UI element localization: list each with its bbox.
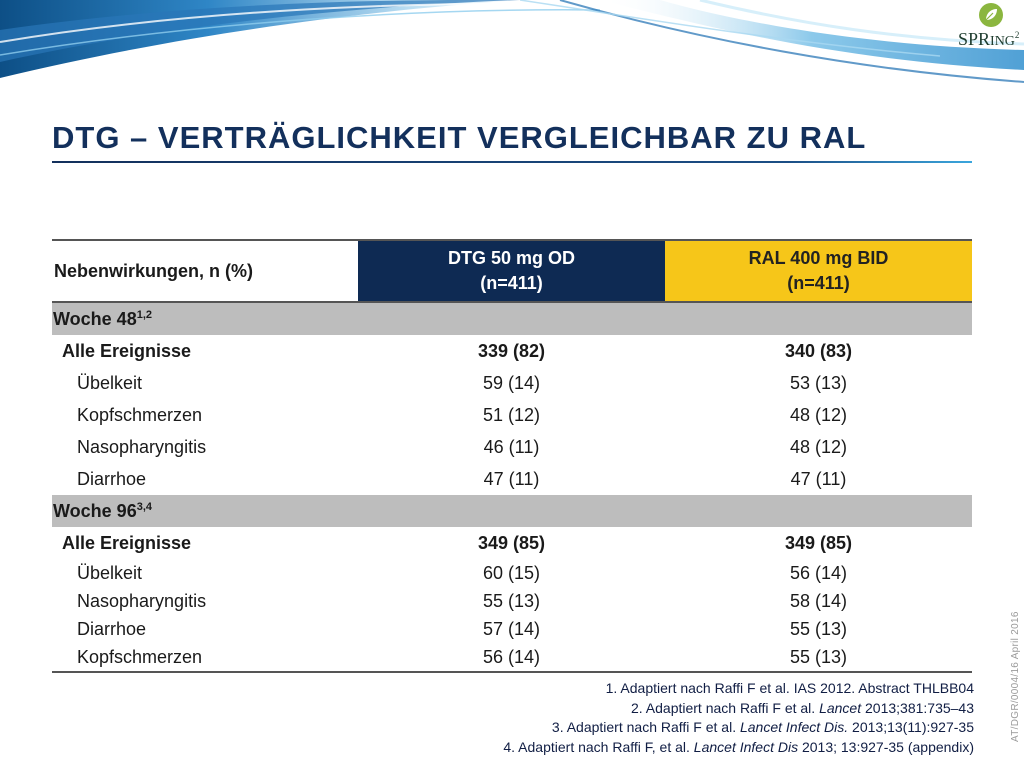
table-row bbox=[52, 399, 972, 431]
section-woche-96 bbox=[52, 495, 972, 527]
reference-item: 3. Adaptiert nach Raffi F et al. Lancet Infect Dis. 2013;13(11):927-35 bbox=[551, 719, 974, 735]
spring2-logo bbox=[958, 2, 1022, 60]
event-label: Nasopharyngitis bbox=[77, 590, 207, 611]
ral-value: 48 (12) bbox=[789, 436, 848, 457]
table-row bbox=[52, 615, 972, 643]
leaf-icon bbox=[978, 2, 1004, 28]
dtg-value: 60 (15) bbox=[482, 562, 541, 583]
section-label: Woche 48$^{1,2}$ bbox=[52, 302, 358, 335]
event-label: Diarrhoe bbox=[77, 468, 147, 489]
table-row bbox=[52, 559, 972, 587]
dtg-value: 59 (14) bbox=[482, 372, 541, 393]
ral-value: 53 (13) bbox=[789, 372, 848, 393]
row-header-label: Nebenwirkungen, n (%) bbox=[52, 240, 358, 302]
document-code: AT/DGR/0004/16 April 2016 bbox=[1010, 611, 1021, 742]
reference-item: 4. Adaptiert nach Raffi F, et al. Lancet Infect Dis 2013; 13:927-35 (appendix) bbox=[503, 738, 974, 755]
header-swoosh-decoration bbox=[0, 0, 1024, 90]
dtg-value: 51 (12) bbox=[482, 404, 541, 425]
dtg-value: 56 (14) bbox=[358, 643, 665, 672]
table-row bbox=[52, 587, 972, 615]
table-row bbox=[52, 463, 972, 495]
ral-value: 349 (85) bbox=[784, 532, 853, 553]
ral-value: 55 (13) bbox=[789, 618, 848, 639]
event-label: Kopfschmerzen bbox=[77, 404, 203, 425]
logo-text: SPRING$^2$ bbox=[958, 29, 1020, 49]
ral-value: 58 (14) bbox=[789, 590, 848, 611]
table-row bbox=[52, 431, 972, 463]
event-label: Kopfschmerzen bbox=[52, 643, 358, 672]
page-title: DTG – VERTRÄGLICHKEIT VERGLEICHBAR ZU RAL bbox=[52, 120, 867, 155]
dtg-value: 349 (85) bbox=[477, 532, 546, 553]
ral-column-header: RAL 400 mg BID (n=411) bbox=[665, 240, 972, 302]
dtg-value: 46 (11) bbox=[483, 436, 540, 457]
table-row bbox=[52, 335, 972, 367]
event-label: Alle Ereignisse bbox=[62, 532, 192, 553]
adverse-events-table bbox=[52, 239, 972, 673]
dtg-value: 55 (13) bbox=[482, 590, 541, 611]
reference-item: 1. Adaptiert nach Raffi F et al. IAS 2012. Abstract THLBB04 bbox=[605, 680, 974, 696]
ral-value: 55 (13) bbox=[665, 643, 972, 672]
event-label: Übelkeit bbox=[77, 562, 143, 583]
references bbox=[503, 679, 974, 757]
table-header-row bbox=[52, 240, 972, 302]
ral-value: 47 (11) bbox=[790, 468, 847, 489]
title-underline bbox=[52, 161, 972, 163]
event-label: Nasopharyngitis bbox=[77, 436, 207, 457]
dtg-value: 47 (11) bbox=[483, 468, 540, 489]
event-label: Diarrhoe bbox=[77, 618, 147, 639]
section-label: Woche 96$^{3,4}$ bbox=[52, 495, 358, 527]
table-row bbox=[52, 367, 972, 399]
ral-value: 48 (12) bbox=[789, 404, 848, 425]
event-label: Übelkeit bbox=[77, 372, 143, 393]
event-label: Alle Ereignisse bbox=[62, 340, 192, 361]
dtg-column-header: DTG 50 mg OD (n=411) bbox=[358, 240, 665, 302]
ral-value: 340 (83) bbox=[784, 340, 853, 361]
table-row bbox=[52, 527, 972, 559]
ral-value: 56 (14) bbox=[789, 562, 848, 583]
dtg-value: 339 (82) bbox=[477, 340, 546, 361]
table-row bbox=[52, 643, 972, 672]
section-woche-48 bbox=[52, 302, 972, 335]
reference-item: 2. Adaptiert nach Raffi F et al. Lancet 2013;381:735–43 bbox=[630, 699, 974, 716]
dtg-value: 57 (14) bbox=[482, 618, 541, 639]
